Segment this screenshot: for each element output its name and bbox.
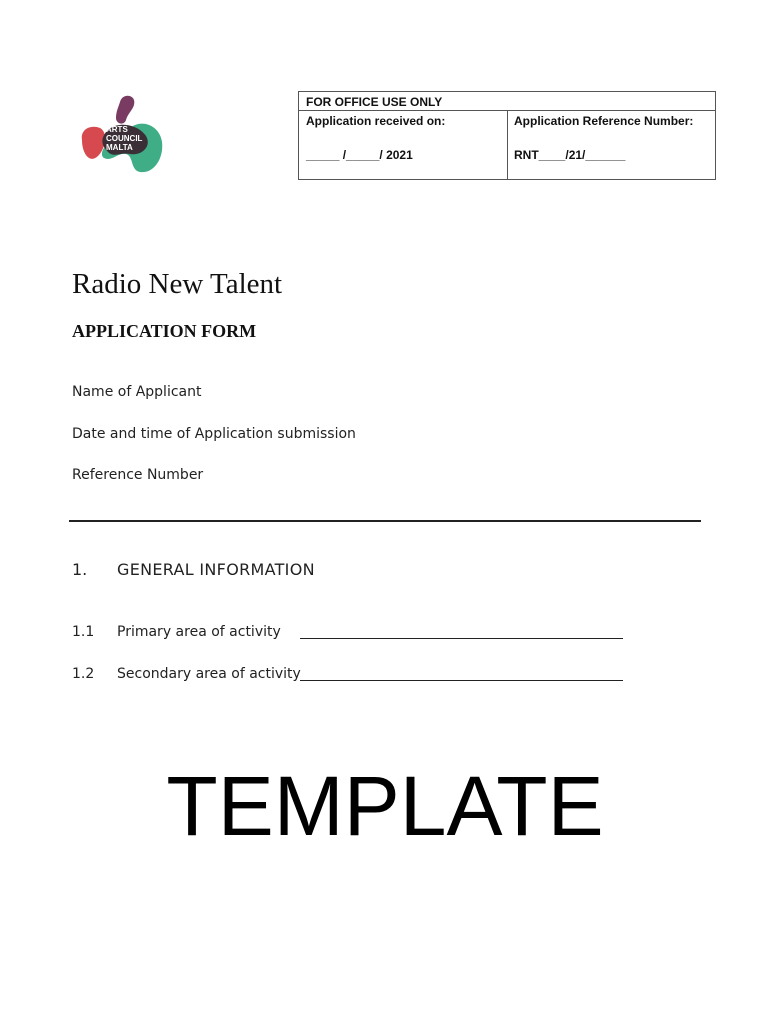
received-on-value: _____ /_____/ 2021 xyxy=(306,148,413,162)
logo-red-shape xyxy=(82,127,105,159)
logo-text-arts: ARTS xyxy=(106,125,128,134)
office-use-box xyxy=(298,91,716,180)
primary-area-line xyxy=(300,638,623,639)
received-on-label: Application received on: xyxy=(306,114,446,128)
secondary-area-label: Secondary area of activity xyxy=(117,666,301,682)
primary-area-label: Primary area of activity xyxy=(117,624,281,640)
reference-number-value: RNT____/21/______ xyxy=(514,148,626,162)
row-number-primary: 1.1 xyxy=(72,624,95,640)
section-number: 1. xyxy=(72,560,88,579)
page-title: Radio New Talent xyxy=(72,268,283,300)
name-of-applicant-label: Name of Applicant xyxy=(72,384,202,400)
reference-number-label: Application Reference Number: xyxy=(514,114,694,128)
row-number-secondary: 1.2 xyxy=(72,666,95,682)
arts-council-malta-logo xyxy=(76,92,172,178)
logo-purple-shape xyxy=(116,96,134,124)
logo-text-council: COUNCIL xyxy=(106,134,143,143)
office-use-title: FOR OFFICE USE ONLY xyxy=(306,95,443,109)
reference-number-field-label: Reference Number xyxy=(72,467,204,483)
section-divider xyxy=(69,520,701,522)
section-title: GENERAL INFORMATION xyxy=(117,560,315,579)
submission-date-label: Date and time of Application submission xyxy=(72,426,356,442)
logo-text-malta: MALTA xyxy=(106,143,133,152)
office-box-column-divider xyxy=(507,110,508,179)
template-watermark: TEMPLATE xyxy=(166,759,604,853)
secondary-area-line xyxy=(300,680,623,681)
form-subtitle: APPLICATION FORM xyxy=(72,321,257,341)
